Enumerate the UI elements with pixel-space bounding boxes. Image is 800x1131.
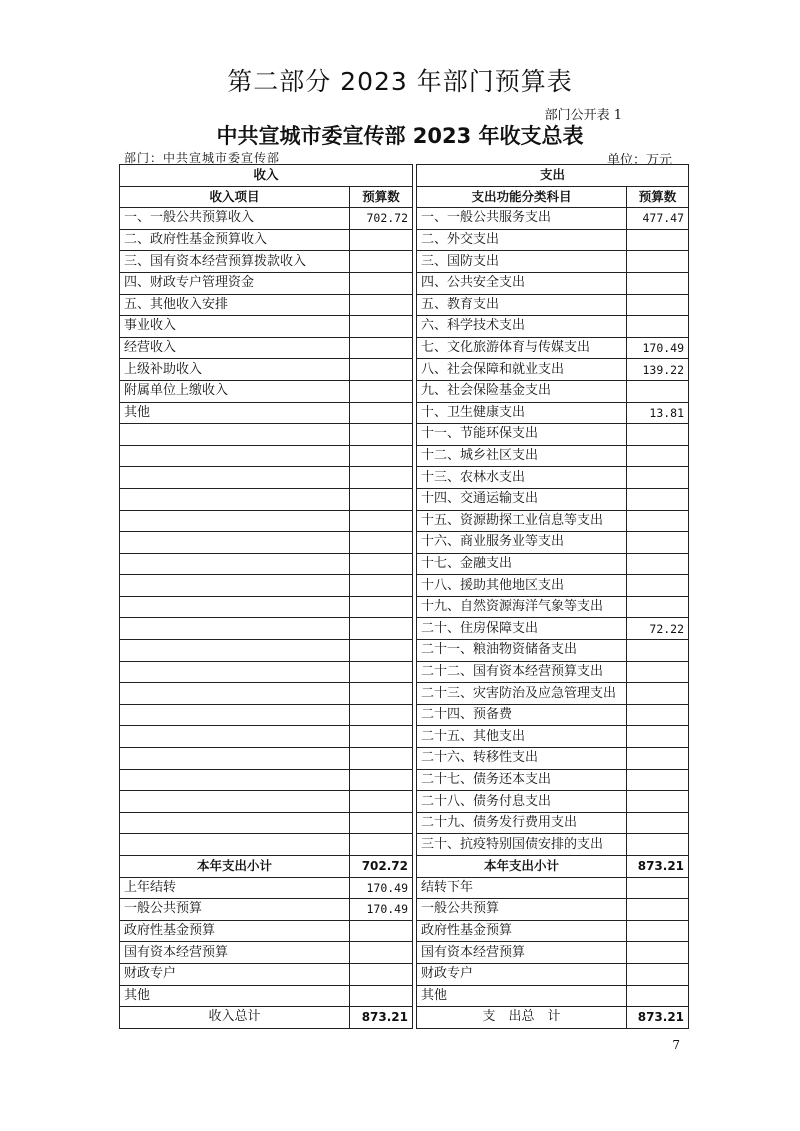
income-item-cell: [120, 812, 350, 834]
income-value-cell: [350, 963, 413, 985]
page-number: 7: [672, 1038, 680, 1052]
income-value-cell: [350, 812, 413, 834]
expense-budget-header: 预算数: [627, 186, 689, 208]
expense-subtotal-value: 873.21: [627, 856, 689, 878]
income-value-cell: 170.49: [350, 877, 413, 899]
income-value-cell: [350, 316, 413, 338]
expense-value-cell: [627, 510, 689, 532]
expense-item-cell: 财政专户: [417, 963, 627, 985]
table-row: [120, 467, 689, 489]
budget-summary-table: [119, 164, 689, 1029]
expense-item-cell: 一、一般公共服务支出: [417, 208, 627, 230]
expense-value-cell: [627, 899, 689, 921]
table-row: [120, 359, 689, 381]
table-row: [120, 726, 689, 748]
expense-item-cell: 一般公共预算: [417, 899, 627, 921]
expense-value-cell: [627, 683, 689, 705]
income-value-cell: [350, 445, 413, 467]
income-item-cell: 国有资本经营预算: [120, 942, 350, 964]
income-item-cell: 经营收入: [120, 337, 350, 359]
expense-item-cell: 十六、商业服务业等支出: [417, 532, 627, 554]
income-item-cell: [120, 445, 350, 467]
income-item-cell: [120, 510, 350, 532]
income-item-cell: [120, 683, 350, 705]
income-item-cell: [120, 704, 350, 726]
income-item-cell: [120, 596, 350, 618]
part-title: 第二部分 2023 年部门预算表: [227, 67, 573, 96]
income-item-cell: [120, 467, 350, 489]
expense-item-cell: 二十九、债务发行费用支出: [417, 812, 627, 834]
expense-item-cell: 二十三、灾害防治及应急管理支出: [417, 683, 627, 705]
expense-item-cell: 二十四、预备费: [417, 704, 627, 726]
expense-value-cell: [627, 251, 689, 273]
expense-value-cell: [627, 640, 689, 662]
income-value-cell: [350, 920, 413, 942]
table-row: [120, 704, 689, 726]
table-row: [120, 402, 689, 424]
income-value-cell: [350, 467, 413, 489]
table-row: [120, 272, 689, 294]
table-row: [120, 445, 689, 467]
expense-value-cell: [627, 661, 689, 683]
expense-item-cell: 二十一、粮油物资储备支出: [417, 640, 627, 662]
expense-item-cell: 结转下年: [417, 877, 627, 899]
table-row: [120, 920, 689, 942]
expense-value-cell: 13.81: [627, 402, 689, 424]
expense-value-cell: [627, 553, 689, 575]
income-item-cell: [120, 575, 350, 597]
table-number: 部门公开表 1: [544, 108, 622, 123]
table-row: [120, 661, 689, 683]
subtotal-row: [120, 856, 689, 878]
income-item-cell: [120, 488, 350, 510]
table-row: [120, 942, 689, 964]
expense-value-cell: [627, 963, 689, 985]
income-value-cell: [350, 488, 413, 510]
income-value-cell: [350, 510, 413, 532]
expense-value-cell: [627, 834, 689, 856]
income-item-cell: 五、其他收入安排: [120, 294, 350, 316]
income-item-cell: [120, 640, 350, 662]
table-row: [120, 380, 689, 402]
income-item-cell: [120, 769, 350, 791]
income-item-cell: 三、国有资本经营预算拨款收入: [120, 251, 350, 273]
expense-total-value: 873.21: [627, 1007, 689, 1029]
expense-item-cell: 十八、援助其他地区支出: [417, 575, 627, 597]
expense-item-cell: 十五、资源勘探工业信息等支出: [417, 510, 627, 532]
expense-item-cell: 四、公共安全支出: [417, 272, 627, 294]
expense-value-cell: [627, 812, 689, 834]
table-row: [120, 316, 689, 338]
income-item-cell: [120, 618, 350, 640]
table-row: [120, 208, 689, 230]
income-item-cell: 上级补助收入: [120, 359, 350, 381]
department-label: 部门：中共宣城市委宣传部: [124, 151, 281, 165]
expense-item-cell: 十二、城乡社区支出: [417, 445, 627, 467]
table-row: [120, 618, 689, 640]
expense-item-cell: 政府性基金预算: [417, 920, 627, 942]
income-item-cell: 其他: [120, 985, 350, 1007]
table-row: [120, 532, 689, 554]
table-row: [120, 791, 689, 813]
income-item-cell: [120, 661, 350, 683]
income-value-cell: [350, 704, 413, 726]
expense-value-cell: [627, 942, 689, 964]
income-item-cell: 政府性基金预算: [120, 920, 350, 942]
table-row: [120, 769, 689, 791]
expense-value-cell: [627, 272, 689, 294]
expense-item-cell: 八、社会保障和就业支出: [417, 359, 627, 381]
expense-value-cell: 170.49: [627, 337, 689, 359]
expense-item-cell: 二十五、其他支出: [417, 726, 627, 748]
expense-value-cell: [627, 985, 689, 1007]
table-row: [120, 294, 689, 316]
income-value-cell: [350, 553, 413, 575]
income-item-cell: 上年结转: [120, 877, 350, 899]
income-value-cell: [350, 618, 413, 640]
expense-item-cell: 十七、金融支出: [417, 553, 627, 575]
expense-value-cell: [627, 229, 689, 251]
expense-value-cell: [627, 704, 689, 726]
expense-item-cell: 十九、自然资源海洋气象等支出: [417, 596, 627, 618]
expense-item-cell: 二十六、转移性支出: [417, 748, 627, 770]
table-row: [120, 640, 689, 662]
income-value-cell: [350, 575, 413, 597]
income-value-cell: [350, 661, 413, 683]
income-value-cell: [350, 424, 413, 446]
income-value-cell: [350, 683, 413, 705]
expense-item-cell: 其他: [417, 985, 627, 1007]
expense-item-cell: 国有资本经营预算: [417, 942, 627, 964]
income-value-cell: [350, 229, 413, 251]
expense-item-cell: 二十、住房保障支出: [417, 618, 627, 640]
income-subtotal-value: 702.72: [350, 856, 413, 878]
income-item-cell: 二、政府性基金预算收入: [120, 229, 350, 251]
table-row: [120, 683, 689, 705]
income-budget-header: 预算数: [350, 186, 413, 208]
expense-value-cell: [627, 575, 689, 597]
expense-item-cell: 三、国防支出: [417, 251, 627, 273]
expense-value-cell: 139.22: [627, 359, 689, 381]
expense-section-header: 支出: [417, 165, 689, 187]
expense-value-cell: [627, 748, 689, 770]
income-total-label: 收入总计: [120, 1007, 350, 1029]
expense-item-cell: 六、科学技术支出: [417, 316, 627, 338]
expense-item-cell: 十一、节能环保支出: [417, 424, 627, 446]
income-value-cell: [350, 942, 413, 964]
income-subtotal-label: 本年支出小计: [120, 856, 350, 878]
income-item-cell: [120, 532, 350, 554]
table-row: [120, 337, 689, 359]
table-row: [120, 899, 689, 921]
expense-item-header: 支出功能分类科目: [417, 186, 627, 208]
income-value-cell: [350, 294, 413, 316]
expense-item-cell: 二十二、国有资本经营预算支出: [417, 661, 627, 683]
income-item-cell: 一、一般公共预算收入: [120, 208, 350, 230]
expense-item-cell: 十、卫生健康支出: [417, 402, 627, 424]
income-value-cell: [350, 337, 413, 359]
table-row: [120, 424, 689, 446]
income-item-cell: [120, 791, 350, 813]
income-item-header: 收入项目: [120, 186, 350, 208]
table-row: [120, 812, 689, 834]
income-item-cell: 附属单位上缴收入: [120, 380, 350, 402]
table-row: [120, 575, 689, 597]
expense-value-cell: 477.47: [627, 208, 689, 230]
income-total-value: 873.21: [350, 1007, 413, 1029]
table-row: [120, 229, 689, 251]
expense-subtotal-label: 本年支出小计: [417, 856, 627, 878]
income-item-cell: [120, 424, 350, 446]
total-row: [120, 1007, 689, 1029]
table-row: [120, 748, 689, 770]
table-row: [120, 553, 689, 575]
income-value-cell: 170.49: [350, 899, 413, 921]
income-value-cell: [350, 532, 413, 554]
page-title: 中共宣城市委宣传部 2023 年收支总表: [216, 124, 584, 148]
table-row: [120, 985, 689, 1007]
table-row: [120, 963, 689, 985]
table-row: [120, 488, 689, 510]
table-row: [120, 251, 689, 273]
income-item-cell: [120, 726, 350, 748]
table-row: [120, 596, 689, 618]
unit-label: 单位：万元: [606, 153, 672, 168]
income-value-cell: [350, 726, 413, 748]
expense-item-cell: 二、外交支出: [417, 229, 627, 251]
income-item-cell: 其他: [120, 402, 350, 424]
income-item-cell: 事业收入: [120, 316, 350, 338]
income-value-cell: [350, 272, 413, 294]
expense-value-cell: [627, 424, 689, 446]
income-value-cell: [350, 748, 413, 770]
income-item-cell: [120, 834, 350, 856]
expense-item-cell: 二十七、债务还本支出: [417, 769, 627, 791]
income-item-cell: 财政专户: [120, 963, 350, 985]
expense-value-cell: [627, 445, 689, 467]
income-value-cell: [350, 380, 413, 402]
income-value-cell: [350, 834, 413, 856]
expense-value-cell: [627, 920, 689, 942]
income-item-cell: [120, 748, 350, 770]
expense-value-cell: [627, 769, 689, 791]
income-value-cell: [350, 402, 413, 424]
income-value-cell: [350, 596, 413, 618]
expense-value-cell: [627, 316, 689, 338]
income-value-cell: 702.72: [350, 208, 413, 230]
expense-value-cell: [627, 596, 689, 618]
expense-item-cell: 二十八、债务付息支出: [417, 791, 627, 813]
income-item-cell: 四、财政专户管理资金: [120, 272, 350, 294]
expense-value-cell: [627, 532, 689, 554]
expense-item-cell: 九、社会保险基金支出: [417, 380, 627, 402]
table-row: [120, 877, 689, 899]
income-item-cell: [120, 553, 350, 575]
header-row-columns: [120, 186, 689, 208]
income-value-cell: [350, 791, 413, 813]
expense-value-cell: [627, 380, 689, 402]
income-value-cell: [350, 769, 413, 791]
expense-item-cell: 七、文化旅游体育与传媒支出: [417, 337, 627, 359]
expense-item-cell: 三十、抗疫特别国债安排的支出: [417, 834, 627, 856]
expense-value-cell: 72.22: [627, 618, 689, 640]
header-row-sections: [120, 165, 689, 187]
income-value-cell: [350, 640, 413, 662]
expense-value-cell: [627, 791, 689, 813]
income-value-cell: [350, 251, 413, 273]
expense-item-cell: 十三、农林水支出: [417, 467, 627, 489]
expense-value-cell: [627, 877, 689, 899]
income-value-cell: [350, 359, 413, 381]
expense-value-cell: [627, 726, 689, 748]
expense-item-cell: 五、教育支出: [417, 294, 627, 316]
table-row: [120, 510, 689, 532]
expense-value-cell: [627, 488, 689, 510]
expense-value-cell: [627, 294, 689, 316]
expense-value-cell: [627, 467, 689, 489]
income-item-cell: 一般公共预算: [120, 899, 350, 921]
expense-item-cell: 十四、交通运输支出: [417, 488, 627, 510]
expense-total-label: 支 出总 计: [417, 1007, 627, 1029]
table-row: [120, 834, 689, 856]
income-value-cell: [350, 985, 413, 1007]
income-section-header: 收入: [120, 165, 413, 187]
